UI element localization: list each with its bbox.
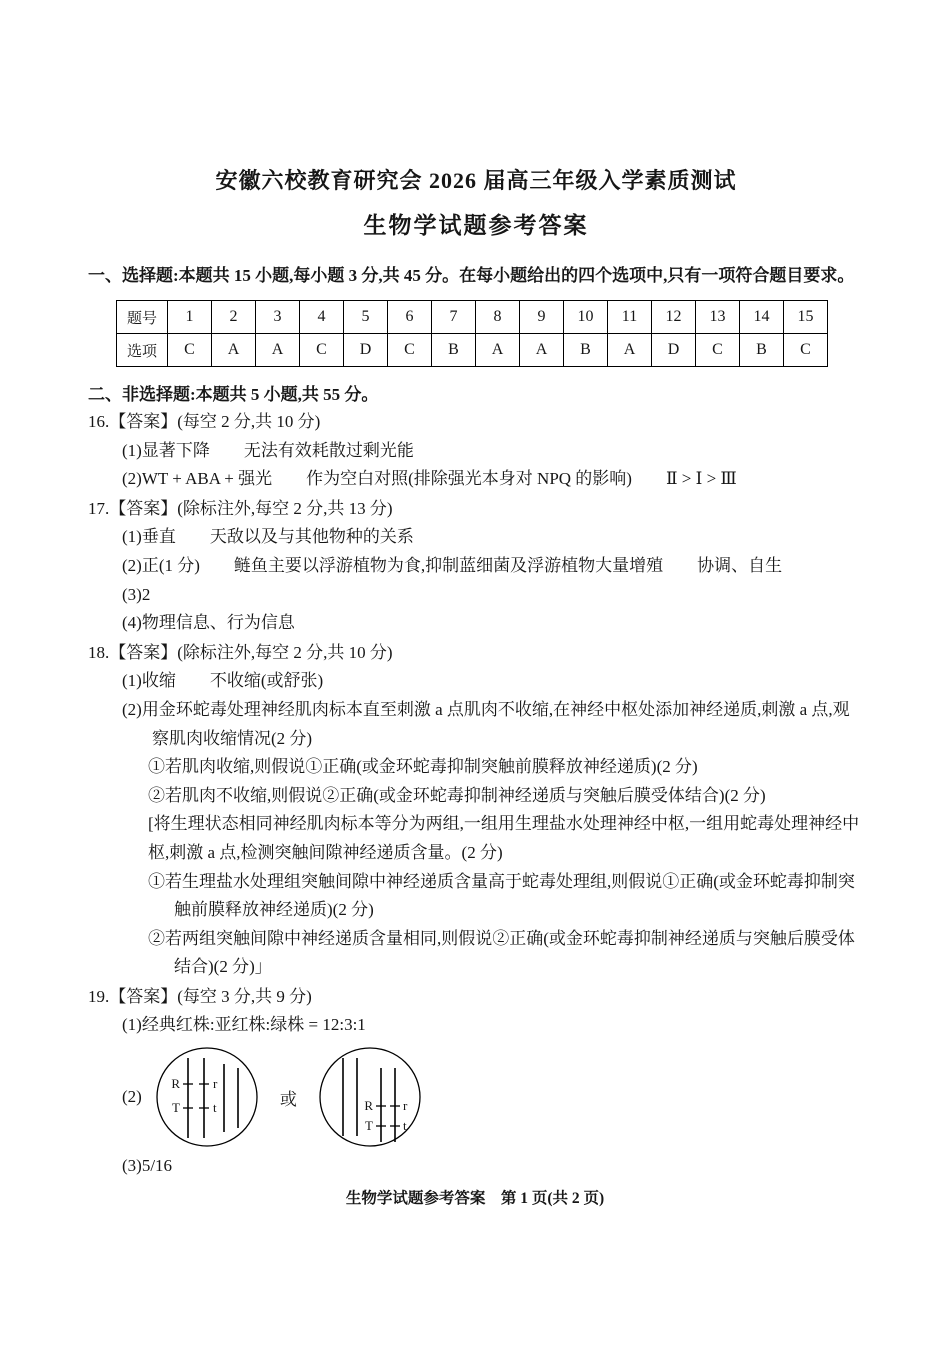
- table-cell: 10: [564, 301, 608, 334]
- table-cell: 3: [256, 301, 300, 334]
- table-cell: C: [168, 334, 212, 367]
- q19-item2-label: (2): [122, 1086, 142, 1106]
- table-cell: B: [564, 334, 608, 367]
- table-cell: 6: [388, 301, 432, 334]
- table-cell: 15: [784, 301, 828, 334]
- page-subtitle: 生物学试题参考答案: [363, 213, 589, 238]
- q17-line-1: (1)垂直 天敌以及与其他物种的关系: [122, 527, 414, 547]
- allele-label-r: r: [212, 1076, 218, 1092]
- q17-line-3: (3)2: [122, 584, 151, 604]
- table-cell: 14: [740, 301, 784, 334]
- table-cell: C: [784, 334, 828, 367]
- answers-table: [116, 300, 828, 367]
- table-cell: D: [344, 334, 388, 367]
- section1-header: 一、选择题:本题共 15 小题,每小题 3 分,共 45 分。在每小题给出的四个选项中,只有一项符合题目要求。: [88, 266, 855, 285]
- table-cell: C: [696, 334, 740, 367]
- table-cell: 4: [300, 301, 344, 334]
- table-cell: 1: [168, 301, 212, 334]
- q19-diagram-row: [122, 1046, 864, 1148]
- q17-line-4: (4)物理信息、行为信息: [122, 613, 295, 633]
- table-cell: 5: [344, 301, 388, 334]
- table-cell: A: [256, 334, 300, 367]
- section2-header: 二、非选择题:本题共 5 小题,共 55 分。: [88, 385, 379, 404]
- q18-line-3: ①若肌肉收缩,则假说①正确(或金环蛇毒抑制突触前膜释放神经递质)(2 分): [148, 757, 698, 777]
- table-row-answers: [117, 334, 828, 367]
- table-cell: 11: [608, 301, 652, 334]
- table-cell: C: [300, 334, 344, 367]
- q16-title: 16.【答案】(每空 2 分,共 10 分): [88, 412, 321, 431]
- table-cell: A: [608, 334, 652, 367]
- table-cell: 8: [476, 301, 520, 334]
- q19-line-3: (3)5/16: [122, 1156, 173, 1176]
- q18-line-4: ②若肌肉不收缩,则假说②正确(或金环蛇毒抑制神经递质与突触后膜受体结合)(2 分): [148, 785, 766, 805]
- page-footer: 生物学试题参考答案 第 1 页(共 2 页): [345, 1190, 605, 1207]
- q19-title: 19.【答案】(每空 3 分,共 9 分): [88, 986, 312, 1006]
- q17-line-2: (2)正(1 分) 鲢鱼主要以浮游植物为食,抑制蓝细菌及浮游植物大量增殖 协调、自生: [122, 555, 783, 575]
- q18-line-7: ②若两组突触间隙中神经递质含量相同,则假说②正确(或金环蛇毒抑制神经递质与突触后膜受体结合)(2 分)」: [148, 928, 855, 977]
- or-separator: 或: [279, 1089, 297, 1109]
- table-cell: 13: [696, 301, 740, 334]
- allele-label-R: R: [171, 1076, 180, 1092]
- q16-line-1: (1)显著下降 无法有效耗散过剩光能: [122, 440, 414, 460]
- q18-title: 18.【答案】(除标注外,每空 2 分,共 10 分): [88, 642, 393, 662]
- q18-line-1: (1)收缩 不收缩(或舒张): [122, 671, 324, 691]
- table-cell: C: [388, 334, 432, 367]
- allele-label-T: T: [171, 1100, 180, 1116]
- table-row-numbers: [117, 301, 828, 334]
- table-cell: 2: [212, 301, 256, 334]
- allele-label-T: T: [364, 1118, 373, 1134]
- table-cell-label: 选项: [117, 334, 168, 367]
- q16-line-2: (2)WT + ABA + 强光 作为空白对照(排除强光本身对 NPQ 的影响) Ⅱ > Ⅰ > Ⅲ: [122, 469, 737, 489]
- table-cell-label: 题号: [117, 301, 168, 334]
- allele-label-t: t: [402, 1118, 407, 1134]
- allele-label-r: r: [402, 1098, 408, 1114]
- table-cell: 9: [520, 301, 564, 334]
- answer-sheet-page: [88, 166, 864, 1181]
- cell-diagram-right: [317, 1046, 423, 1148]
- cell-diagram-left: [154, 1046, 260, 1148]
- table-cell: B: [432, 334, 476, 367]
- table-cell: D: [652, 334, 696, 367]
- q18-line-2: (2)用金环蛇毒处理神经肌肉标本直至刺激 a 点肌肉不收缩,在神经中枢处添加神经递质,刺激 a 点,观察肌肉收缩情况(2 分): [122, 699, 850, 748]
- table-cell: 7: [432, 301, 476, 334]
- q17-title: 17.【答案】(除标注外,每空 2 分,共 13 分): [88, 498, 393, 518]
- table-cell: B: [740, 334, 784, 367]
- page-title: 安徽六校教育研究会 2026 届高三年级入学素质测试: [215, 168, 737, 193]
- q18-line-6: ①若生理盐水处理组突触间隙中神经递质含量高于蛇毒处理组,则假说①正确(或金环蛇毒抑制突触前膜释放神经递质)(2 分): [148, 871, 855, 920]
- table-cell: A: [476, 334, 520, 367]
- allele-label-R: R: [364, 1098, 373, 1114]
- q19-line-1: (1)经典红株:亚红株:绿株 = 12:3:1: [122, 1015, 366, 1035]
- allele-label-t: t: [212, 1100, 217, 1116]
- table-cell: A: [520, 334, 564, 367]
- table-cell: 12: [652, 301, 696, 334]
- q18-line-5: [将生理状态相同神经肌肉标本等分为两组,一组用生理盐水处理神经中枢,一组用蛇毒处理神经中枢,刺激 a 点,检测突触间隙神经递质含量。(2 分): [148, 814, 860, 862]
- table-cell: A: [212, 334, 256, 367]
